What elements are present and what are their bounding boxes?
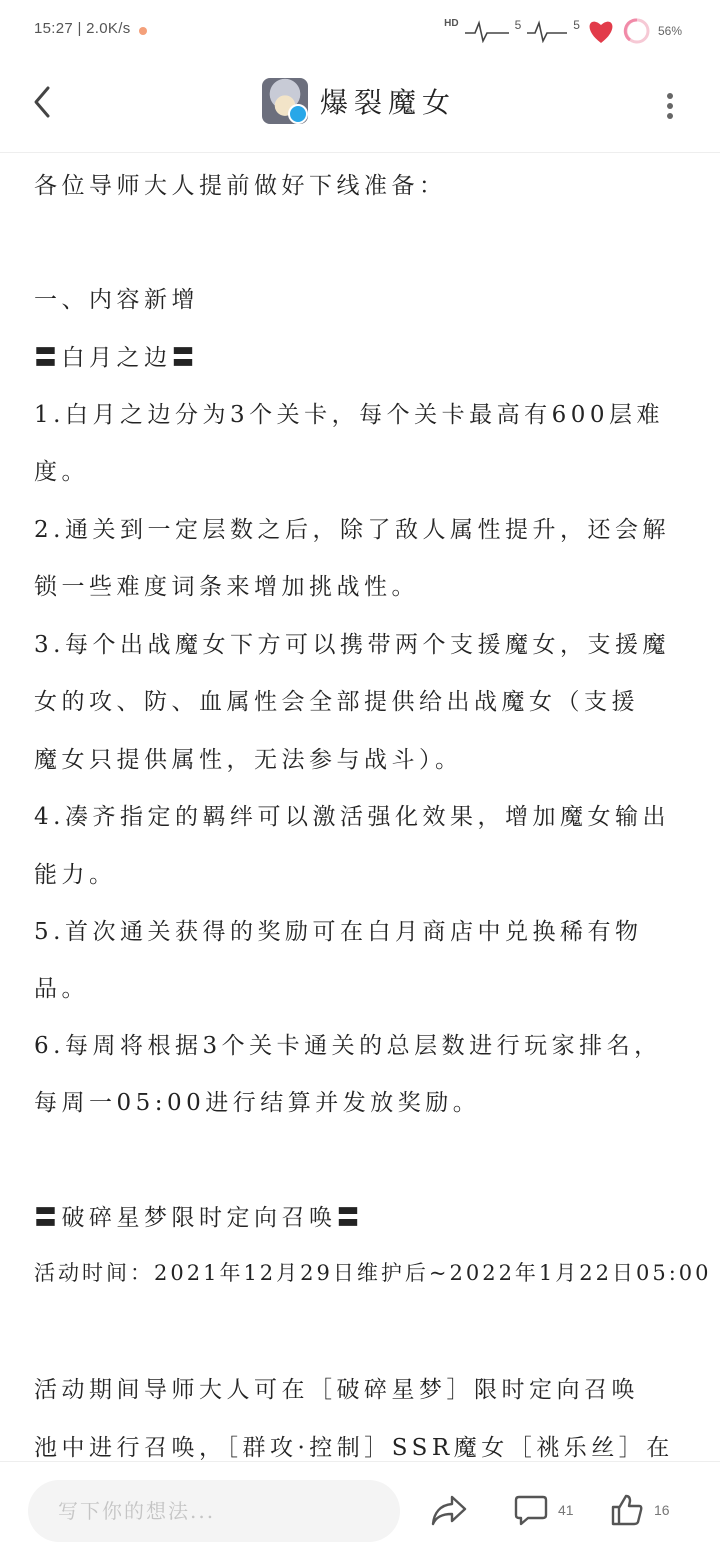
app-bar: [0, 60, 720, 153]
status-time: 15:27 | 2.0K/s: [34, 20, 131, 37]
comment-button[interactable]: [514, 1490, 574, 1530]
article-line: 1.白月之边分为3个关卡，每个关卡最高有600层难: [34, 402, 664, 428]
header-title-group[interactable]: [262, 78, 456, 124]
article-line: 女的攻、防、血属性会全部提供给出战魔女（支援: [34, 689, 639, 715]
like-count: 16: [654, 1502, 670, 1518]
comment-icon: [514, 1494, 548, 1526]
article-line: 度。: [34, 459, 89, 485]
share-button[interactable]: [430, 1490, 468, 1530]
section-heading: 一、内容新增: [34, 287, 199, 313]
heart-icon: [586, 17, 616, 45]
game-avatar: [262, 78, 308, 124]
share-icon: [430, 1493, 468, 1527]
article-line: 4.凑齐指定的羁绊可以激活强化效果，增加魔女输出: [34, 804, 670, 830]
article-line: 5.首次通关获得的奖励可在白月商店中兑换稀有物: [34, 919, 643, 945]
verified-badge-icon: [288, 104, 308, 124]
battery-ring-icon: [622, 16, 652, 46]
signal-pulse-icon: [527, 19, 567, 43]
thumbs-up-icon: [610, 1493, 644, 1527]
article-line: 池中进行召唤，［群攻·控制］SSR魔女［祧乐丝］在: [34, 1435, 674, 1461]
comment-input[interactable]: 写下你的想法...: [28, 1480, 400, 1542]
status-indicators: [444, 14, 682, 48]
signal-pulse-icon: [465, 19, 509, 43]
status-bar: [0, 0, 720, 60]
like-button[interactable]: [610, 1490, 670, 1530]
article-line: 锁一些难度词条来增加挑战性。: [34, 574, 419, 600]
more-vertical-icon[interactable]: [660, 88, 680, 124]
comment-count: 41: [558, 1502, 574, 1518]
page-title: 爆裂魔女: [320, 86, 457, 119]
article-line: 能力。: [34, 862, 117, 888]
hd-indicator: HD: [444, 17, 459, 29]
event-time: 活动时间：2021年12月29日维护后~2022年1月22日05:00: [34, 1261, 712, 1285]
subsection-heading: 〓白月之边〓: [34, 345, 199, 371]
signal-strength-2: 5: [573, 18, 580, 32]
article-line: 各位导师大人提前做好下线准备：: [34, 173, 447, 199]
notification-dot-icon: [139, 27, 147, 35]
article-line: 3.每个出战魔女下方可以携带两个支援魔女，支援魔: [34, 632, 670, 658]
article-line: 每周一05:00进行结算并发放奖励。: [34, 1090, 481, 1116]
article-line: 活动期间导师大人可在［破碎星梦］限时定向召唤: [34, 1377, 639, 1403]
back-arrow-icon[interactable]: [24, 82, 64, 122]
bottom-action-bar: [0, 1461, 720, 1561]
article-line: 魔女只提供属性，无法参与战斗）。: [34, 747, 463, 773]
battery-level: 56%: [657, 24, 682, 38]
subsection-heading: 〓破碎星梦限时定向召唤〓: [34, 1205, 364, 1231]
article-line: 品。: [34, 976, 89, 1002]
article-line: 2.通关到一定层数之后，除了敌人属性提升，还会解: [34, 517, 670, 543]
article-line: 6.每周将根据3个关卡通关的总层数进行玩家排名，: [34, 1033, 662, 1059]
signal-strength-1: 5: [514, 18, 522, 32]
